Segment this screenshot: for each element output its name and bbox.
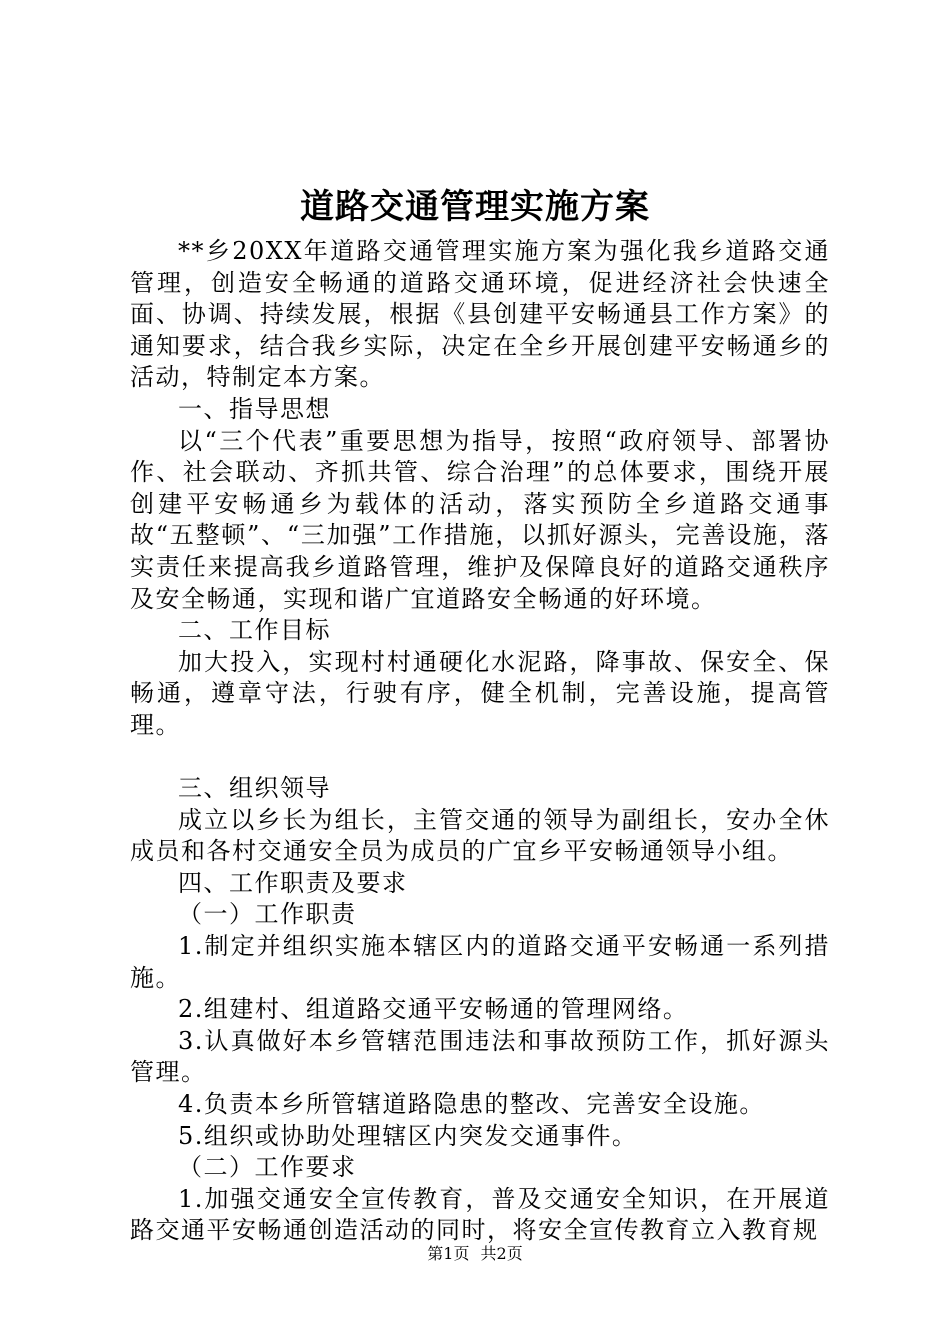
document-title: 道路交通管理实施方案	[300, 187, 650, 227]
page-total: 共2页	[480, 1244, 523, 1263]
document-body	[130, 236, 830, 1247]
page-number: 第1页	[427, 1244, 470, 1263]
subsection-heading-duties: （一）工作职责	[178, 900, 357, 929]
duty-item: 4.负责本乡所管辖道路隐患的整改、完善安全设施。	[178, 1090, 765, 1119]
duty-item: 5.组织或协助处理辖区内突发交通事件。	[178, 1121, 638, 1150]
organization-paragraph: 成立以乡长为组长，主管交通的领导为副组长，安办全休成员和各村交通安全员为成员的广宜乡平安畅通领导小组。	[130, 805, 830, 866]
section-heading-guiding-ideology: 一、指导思想	[178, 394, 331, 423]
section-heading-duties-requirements: 四、工作职责及要求	[178, 868, 408, 897]
duty-item: 2.组建村、组道路交通平安畅通的管理网络。	[178, 995, 689, 1024]
duty-item: 3.认真做好本乡管辖范围违法和事故预防工作，抓好源头管理。	[130, 1026, 830, 1087]
requirement-item: 1.加强交通安全宣传教育，普及交通安全知识，在开展道路交通平安畅通创造活动的同时，将安全宣传教育立入教育规	[130, 1184, 830, 1245]
intro-paragraph: **乡20XX年道路交通管理实施方案为强化我乡道路交通管理，创造安全畅通的道路交通环境，促进经济社会快速全面、协调、持续发展，根据《县创建平安畅通县工作方案》的通知要求，结合我乡实际，决定在全乡开展创建平安畅通乡的活动，特制定本方案。	[130, 237, 830, 392]
guiding-ideology-paragraph: 以“三个代表”重要思想为指导，按照“政府领导、部署协作、社会联动、齐抓共管、综合治理”的总体要求，围绕开展创建平安畅通乡为载体的活动，落实预防全乡道路交通事故“五整顿”、“三加强”工作措施，以抓好源头，完善设施，落实责任来提高我乡道路管理，维护及保障良好的道路交通秩序及安全畅通，实现和谐广宜道路安全畅通的好环境。	[130, 426, 830, 613]
section-heading-organization: 三、组织领导	[178, 774, 331, 803]
section-heading-work-goals: 二、工作目标	[178, 616, 331, 645]
work-goals-paragraph: 加大投入，实现村村通硬化水泥路，降事故、保安全、保畅通，遵章守法，行驶有序，健全机制，完善设施，提高管理。	[130, 647, 830, 739]
page-footer	[0, 1243, 950, 1265]
duty-item: 1.制定并组织实施本辖区内的道路交通平安畅通一系列措施。	[130, 932, 830, 992]
subsection-heading-requirements: （二）工作要求	[178, 1153, 357, 1182]
